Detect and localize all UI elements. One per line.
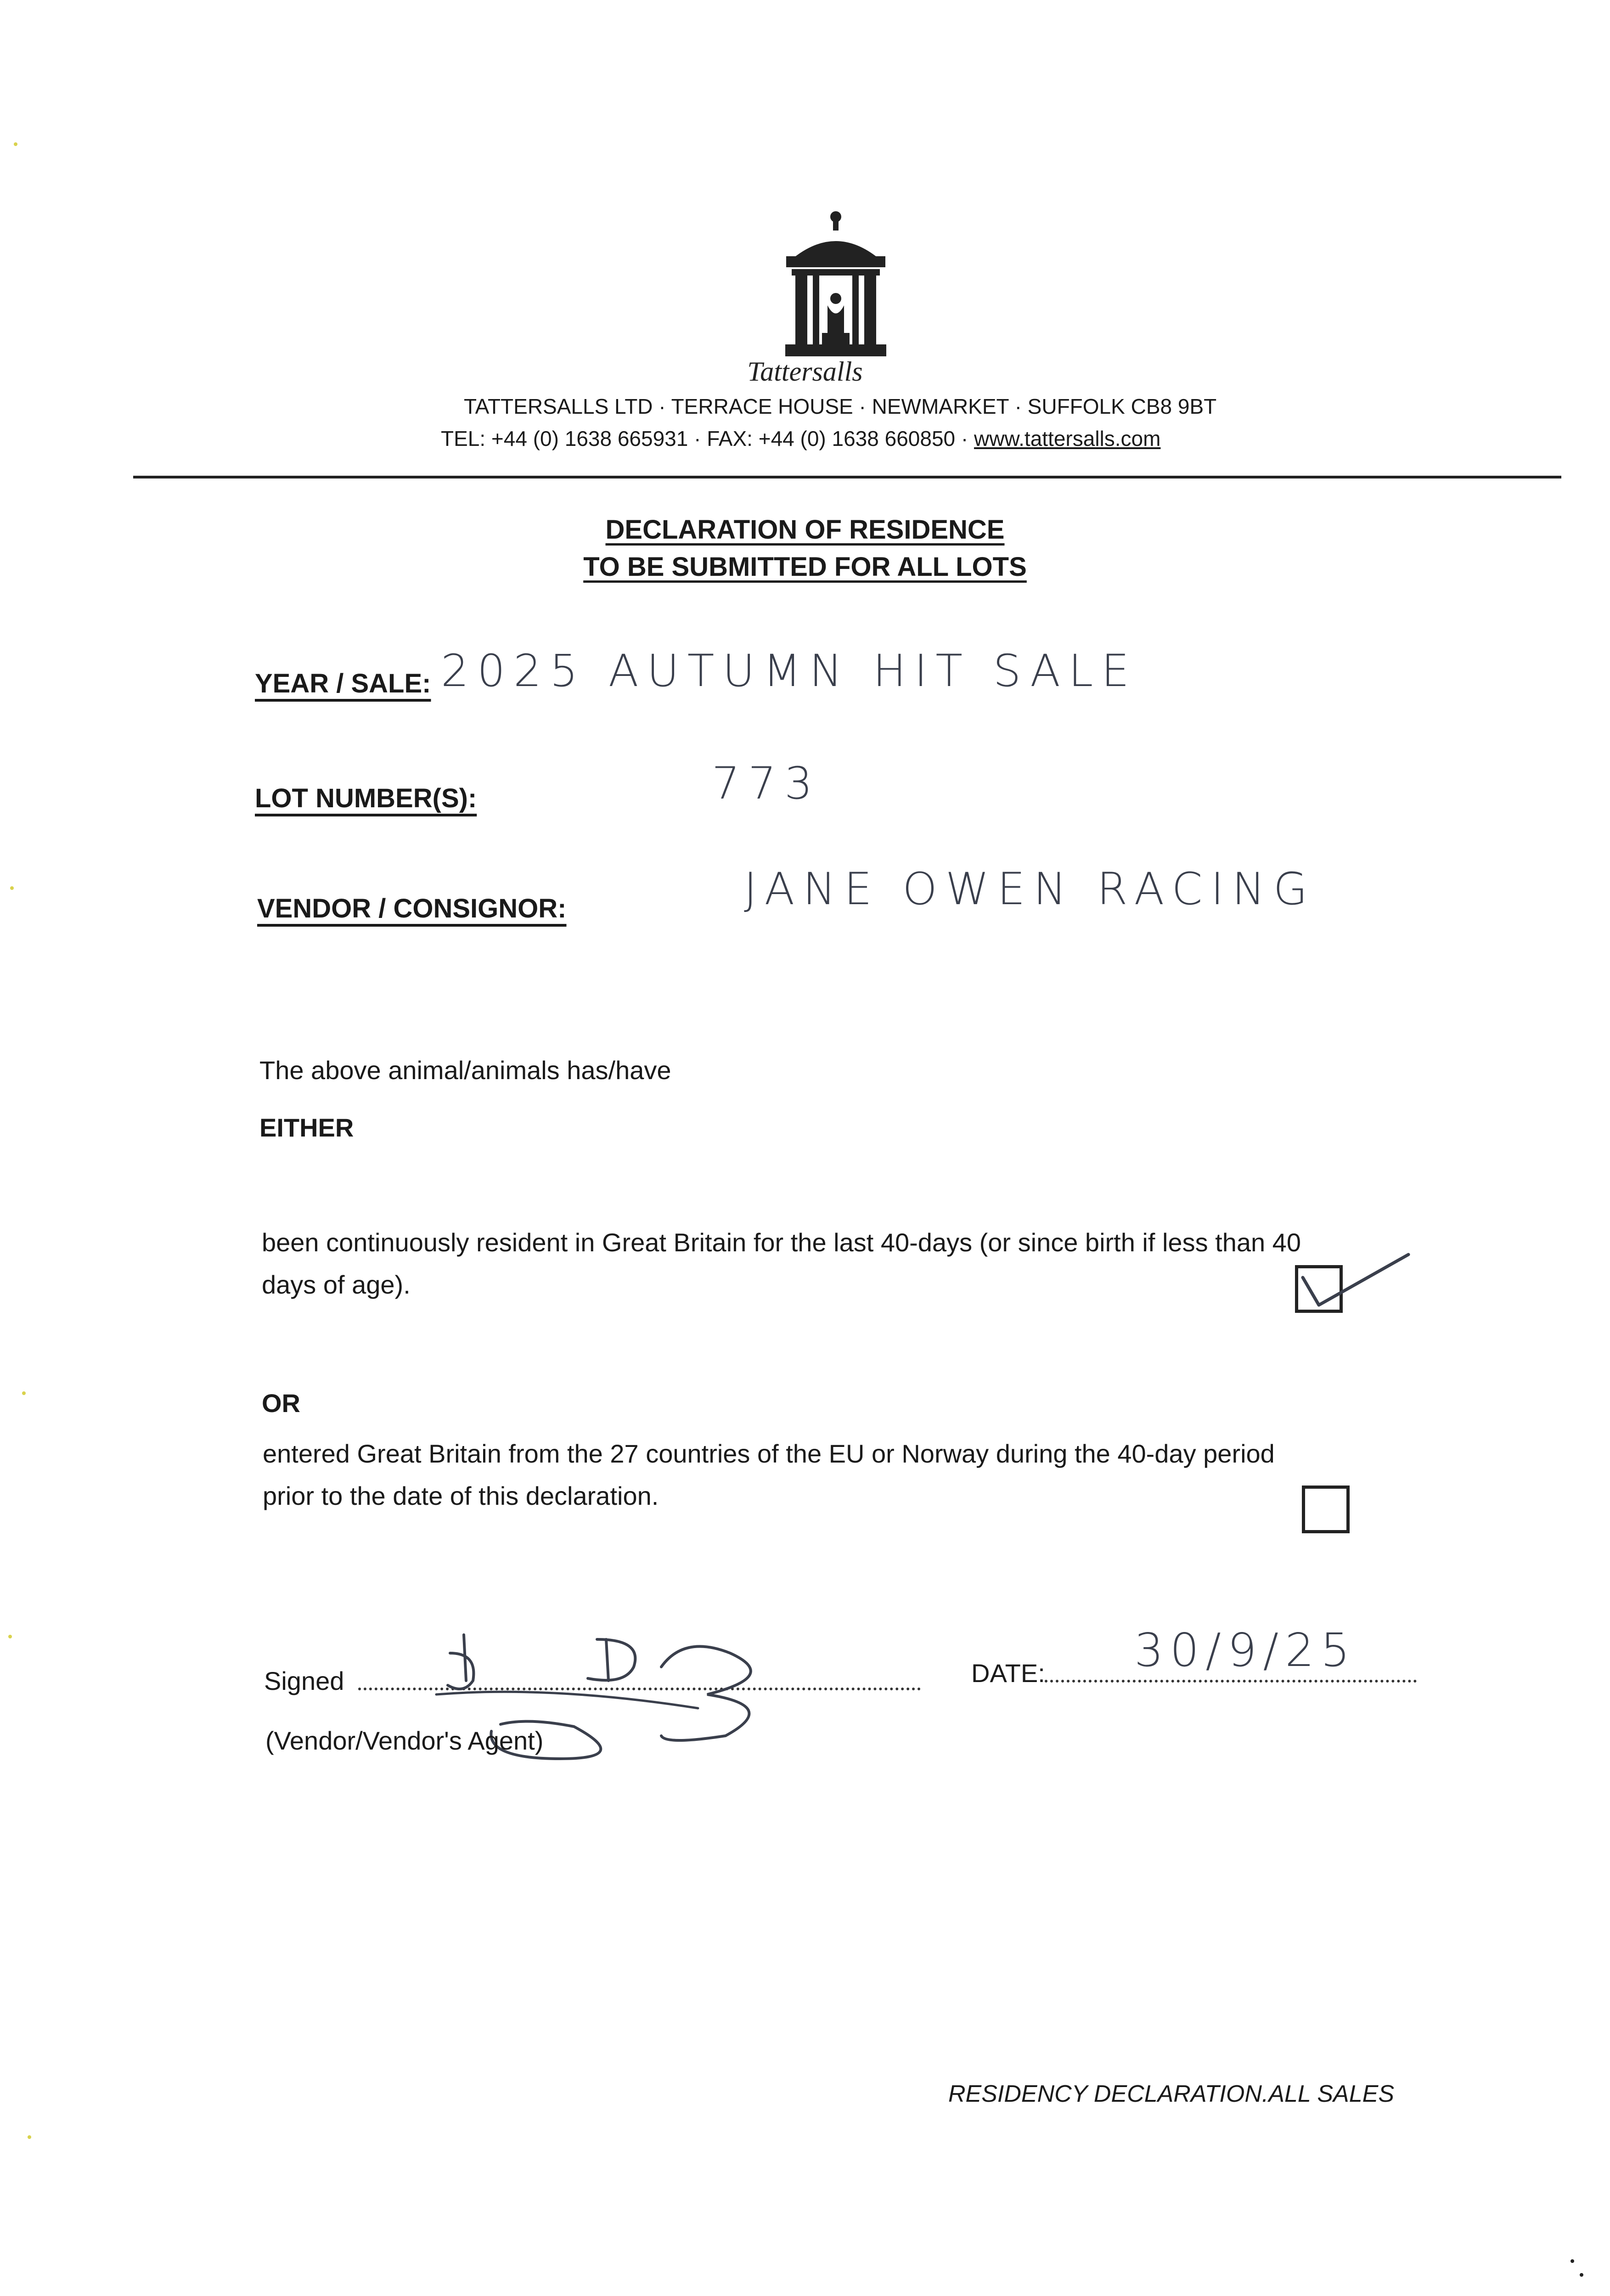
tattersalls-logo [776,207,895,358]
vendor-value[interactable]: JANE OWEN RACING [744,863,1316,915]
title-line-2: TO BE SUBMITTED FOR ALL LOTS [583,552,1027,582]
option-2-line-1: entered Great Britain from the 27 countries of the EU or Norway during the 40-day period [263,1439,1275,1468]
scan-speck [14,142,17,146]
scan-speck [28,2135,31,2139]
form-title [0,514,1610,582]
either-label: EITHER [259,1113,354,1142]
option-2-line-2: prior to the date of this declaration. [263,1481,659,1510]
option-1-line-1: been continuously resident in Great Britain for the last 40-days (or since birth if less than 40 [262,1228,1301,1257]
lot-numbers-value[interactable]: 773 [712,758,821,809]
title-line-1: DECLARATION OF RESIDENCE [605,515,1005,545]
year-sale-value[interactable]: 2025 AUTUMN HIT SALE [441,645,1138,697]
option-1-text [262,1221,1301,1306]
contact-line [441,426,1160,451]
scan-speck [1580,2273,1583,2277]
date-value[interactable]: 30/9/25 [1134,1623,1357,1677]
date-label: DATE: [971,1659,1045,1688]
header-divider [133,476,1561,478]
brand-name: Tattersalls [747,356,863,387]
contact-details: TEL: +44 (0) 1638 665931 · FAX: +44 (0) 1638 660850 · [441,427,974,450]
declaration-intro: The above animal/animals has/have [259,1056,671,1085]
lot-numbers-label: LOT NUMBER(S): [255,783,477,813]
website-link[interactable]: www.tattersalls.com [974,427,1161,450]
option-2-text [263,1433,1275,1517]
scan-speck [10,886,14,890]
form-footer: RESIDENCY DECLARATION.ALL SALES [948,2081,1395,2107]
or-label: OR [262,1389,300,1418]
check-mark-icon [1294,1241,1413,1305]
option-1-line-2: days of age). [262,1270,411,1299]
option-2-checkbox[interactable] [1302,1486,1350,1533]
signed-label: Signed [264,1666,344,1695]
year-sale-label: YEAR / SALE: [255,669,431,698]
signer-role: (Vendor/Vendor's Agent) [265,1726,544,1755]
address-line: TATTERSALLS LTD · TERRACE HOUSE · NEWMARKET · SUFFOLK CB8 9BT [464,394,1217,418]
scan-speck [22,1391,26,1395]
scan-speck [1571,2259,1574,2263]
option-1-checkbox[interactable] [1295,1265,1343,1313]
scan-speck [8,1635,12,1638]
vendor-label: VENDOR / CONSIGNOR: [257,894,567,923]
